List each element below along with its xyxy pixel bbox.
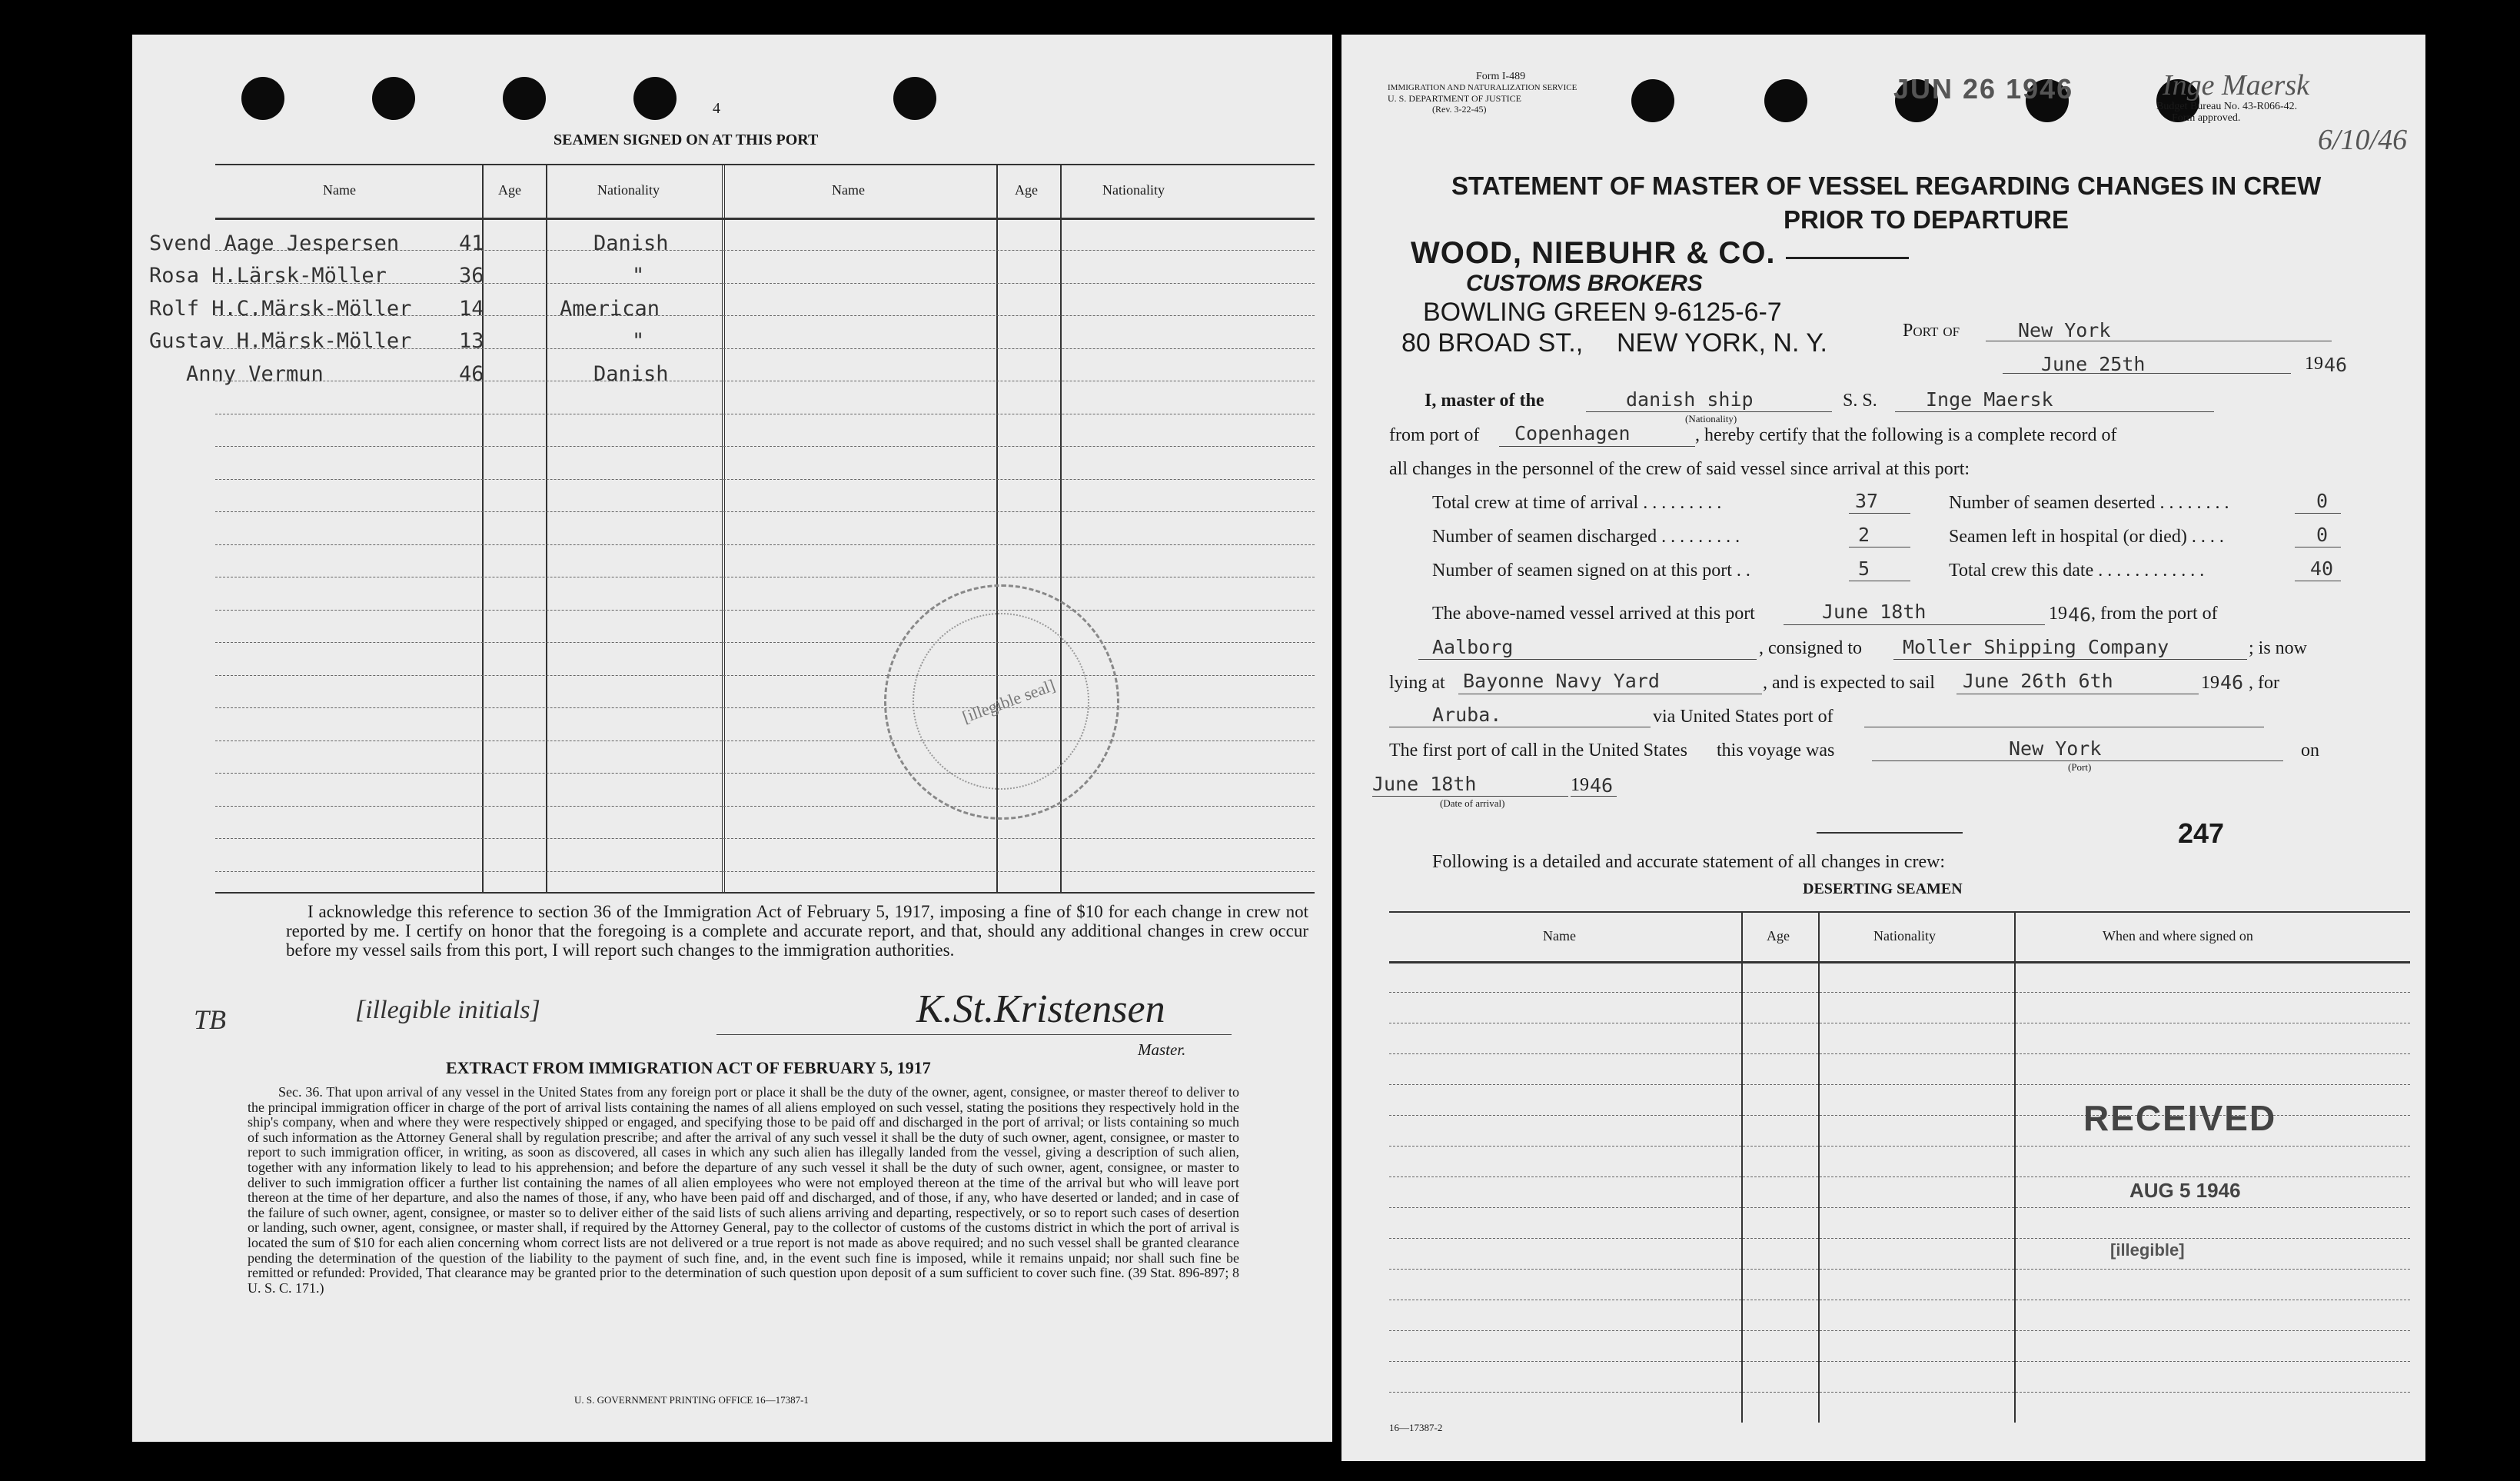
stat-value: 0 xyxy=(2316,490,2329,512)
broker-rule xyxy=(1786,257,1909,259)
row-rule xyxy=(1389,1392,2410,1393)
left-page xyxy=(132,35,1332,1442)
is-now-label: ; is now xyxy=(2249,638,2308,658)
table-top-rule xyxy=(215,164,1315,165)
row-name: Rosa H.Lärsk-Möller xyxy=(149,264,387,288)
first-port-value: New York xyxy=(2009,737,2102,760)
row-name: Anny Vermun xyxy=(186,362,324,386)
punch-hole xyxy=(241,77,284,120)
row-age: 13 xyxy=(459,329,484,353)
row-age: 14 xyxy=(459,297,484,321)
row-rule xyxy=(1389,1238,2410,1239)
sail-year-prefix: 19 xyxy=(2201,673,2219,693)
separator-rule xyxy=(1817,832,1963,834)
port-value: New York xyxy=(2018,319,2111,341)
stat-label: Seamen left in hospital (or died) . . . . xyxy=(1949,527,2224,547)
row-name: Gustav H.Märsk-Möller xyxy=(149,329,412,353)
col-divider xyxy=(1818,911,1820,1423)
table-bottom-rule xyxy=(215,892,1315,894)
seal-text: [illegible seal] xyxy=(959,675,1058,727)
row-rule xyxy=(215,511,1315,512)
row-rule xyxy=(215,707,1315,708)
first-year: 46 xyxy=(1590,774,1614,797)
row-rule xyxy=(215,544,1315,545)
signature-line xyxy=(716,1034,1232,1035)
broker-type: CUSTOMS BROKERS xyxy=(1466,271,1703,296)
date-arrival-caption: (Date of arrival) xyxy=(1440,797,1505,809)
revision: (Rev. 3-22-45) xyxy=(1432,104,1487,115)
row-rule xyxy=(215,806,1315,807)
page-number: 4 xyxy=(713,100,720,117)
row-nationality: American xyxy=(560,297,660,321)
printer-line: U. S. GOVERNMENT PRINTING OFFICE 16—17387-1 xyxy=(574,1394,809,1406)
master-of-label: I, master of the xyxy=(1425,391,1544,411)
certify-text: , hereby certify that the following is a complete record of xyxy=(1695,425,2117,445)
arrived-underline xyxy=(1784,624,2045,625)
ship-name: Inge Maersk xyxy=(1926,388,2053,411)
deserting-table-top xyxy=(1389,911,2410,913)
row-rule xyxy=(215,773,1315,774)
seamen-signed-title: SEAMEN SIGNED ON AT THIS PORT xyxy=(554,131,819,148)
punch-hole xyxy=(503,77,546,120)
first-year-underline xyxy=(1571,796,1617,797)
broker-phone: BOWLING GREEN 9-6125-6-7 xyxy=(1423,298,1782,327)
following-text: Following is a detailed and accurate statement of all changes in crew: xyxy=(1432,852,1946,872)
stat-label: Number of seamen deserted . . . . . . . . xyxy=(1949,493,2229,513)
port-caption: (Port) xyxy=(2068,761,2092,773)
row-nationality: " xyxy=(632,329,645,353)
stat-underline xyxy=(1849,513,1910,514)
nationality-caption: (Nationality) xyxy=(1685,413,1737,424)
row-rule xyxy=(1389,1146,2410,1147)
row-age: 36 xyxy=(459,264,484,288)
master-signature: K.St.Kristensen xyxy=(916,987,1165,1031)
col-divider xyxy=(546,164,547,892)
row-name: Rolf H.C.Märsk-Möller xyxy=(149,297,412,321)
from-port-of-label: , from the port of xyxy=(2091,604,2218,624)
col-divider-center xyxy=(722,164,725,892)
stat-label: Number of seamen discharged . . . . . . . . . xyxy=(1432,527,1740,547)
col-header-name: Name xyxy=(1543,928,1576,944)
row-rule xyxy=(215,871,1315,872)
row-rule xyxy=(215,740,1315,741)
changes-text: all changes in the personnel of the crew of said vessel since arrival at this port: xyxy=(1389,459,1970,479)
col-header-nationality: Nationality xyxy=(597,182,660,198)
col-header-age: Age xyxy=(1767,928,1790,944)
stat-value: 0 xyxy=(2316,524,2329,546)
agency-line1: IMMIGRATION AND NATURALIZATION SERVICE xyxy=(1388,83,1577,92)
lying-at-value: Bayonne Navy Yard xyxy=(1463,670,1660,692)
broker-street: 80 BROAD ST., xyxy=(1401,328,1584,358)
ss-label: S. S. xyxy=(1843,391,1877,411)
date-year: 46 xyxy=(2324,354,2348,376)
row-rule xyxy=(1389,1269,2410,1270)
first-date: June 18th xyxy=(1372,773,1477,795)
col-header-nationality: Nationality xyxy=(1102,182,1165,198)
row-rule xyxy=(1389,1361,2410,1362)
col-header-name: Name xyxy=(323,182,356,198)
sail-date: June 26th 6th xyxy=(1963,670,2113,692)
col-header-signed-on: When and where signed on xyxy=(2103,928,2253,944)
arrived-date: June 18th xyxy=(1822,601,1927,623)
stat-label: Total crew this date . . . . . . . . . . . . xyxy=(1949,561,2205,581)
punch-hole xyxy=(1631,79,1674,122)
row-rule xyxy=(215,642,1315,643)
right-page xyxy=(1341,35,2425,1461)
row-nationality: " xyxy=(632,264,645,288)
nationality-underline xyxy=(1586,411,1832,412)
first-year-prefix: 19 xyxy=(1571,775,1589,795)
stat-value: 40 xyxy=(2310,557,2334,580)
broker-name: WOOD, NIEBUHR & CO. xyxy=(1411,236,1776,270)
budget-bureau-number: Budget Bureau No. 43-R066-42. xyxy=(2156,101,2298,112)
col-header-name: Name xyxy=(832,182,865,198)
stat-value: 5 xyxy=(1858,557,1870,580)
row-age: 46 xyxy=(459,362,484,386)
row-rule xyxy=(215,446,1315,447)
signature-role: Master. xyxy=(1138,1040,1186,1059)
from-port-value: Copenhagen xyxy=(1514,422,1631,444)
row-rule xyxy=(1389,1176,2410,1177)
ship-underline xyxy=(1895,411,2214,412)
file-number: 247 xyxy=(2178,817,2225,849)
sail-year: 46 xyxy=(2220,671,2244,694)
row-rule xyxy=(215,479,1315,480)
agency-line2: U. S. DEPARTMENT OF JUSTICE xyxy=(1388,93,1521,104)
expected-label: , and is expected to sail xyxy=(1763,673,1935,693)
row-name: Svend Aage Jespersen xyxy=(149,231,400,255)
arrived-year-prefix: 19 xyxy=(2049,604,2067,624)
col-header-age: Age xyxy=(1015,182,1038,198)
consignee-underline xyxy=(1893,659,2247,660)
arrived-year: 46 xyxy=(2068,604,2092,626)
extract-body: Sec. 36. That upon arrival of any vessel in the United States from any foreign port or place it shall be the duty of the owner, agent, consignee, or master thereof to deliver to the principal immigration officer in charge of the port of arrival lists containing the names of all aliens employed on such vessel, stating the positions they respectively hold in the ship's company, when and where they were respectively shipped or engaged, and specifying those to be paid off and discharged in the port of arrival; or lists containing so much of such information as the Attorney General shall by regulation prescribe; and after the arrival of any such vessel it shall be the duty of such owner, agent, consignee, or master to report to such immigration officer, in writing, as soon as discovered, all cases in which any such alien has illegally landed from the vessel, giving a description of such alien, together with any information likely to lead to his apprehension; and before the departure of any such vessel it shall be the duty of such owner, agent, consignee, or master to deliver to such immigration officer a further list containing the names of all alien employees who were not employed thereon at the time of the arrival but who will leave port thereon at the time of her departure, and also the names of those, if any, who have been paid off and discharged, and of those, if any, who have deserted or landed; and in case of the failure of such owner, agent, consignee, or master so to deliver either of the said lists of such aliens arriving and departing, respectively, or so to report such cases of desertion or landing, such owner, agent, consignee, or master shall, if required by the Attorney General, pay to the collector of customs of the customs district in which the port of arrival is located the sum of $10 for each alien concerning whom correct lists are not delivered or a true report is not made as above required; and no such vessel shall be granted clearance pending the determination of the question of the liability to the payment of such fine, and, in the event such fine is imposed, while it remains unpaid; nor shall such fine be remitted or refunded: Provided, That clearance may be granted prior to the determination of such question upon deposit of a sum sufficient to cover such fine. (39 Stat. 896-897; 8 U. S. C. 171.) xyxy=(248,1084,1239,1296)
port-label: Port of xyxy=(1903,321,1960,341)
stat-value: 2 xyxy=(1858,524,1870,546)
via-label: via United States port of xyxy=(1653,707,1833,727)
col-header-age: Age xyxy=(498,182,521,198)
deserting-title: DESERTING SEAMEN xyxy=(1803,880,1963,897)
corner-handwriting: Inge Maersk xyxy=(2163,69,2309,102)
row-rule xyxy=(1389,1330,2410,1331)
form-approved: Form approved. xyxy=(2172,112,2241,124)
col-header-nationality: Nationality xyxy=(1873,928,1936,944)
date-value: June 25th xyxy=(2041,353,2146,375)
destination: Aruba. xyxy=(1432,704,1502,726)
arrived-from-underline xyxy=(1418,659,1757,660)
col-divider xyxy=(1741,911,1743,1423)
punch-hole xyxy=(893,77,936,120)
first-port-label: The first port of call in the United States xyxy=(1389,740,1687,760)
seal-stamp xyxy=(884,584,1119,820)
received-office: [illegible] xyxy=(2110,1240,2185,1260)
acknowledgement-text: I acknowledge this reference to section 36 of the Immigration Act of February 5, 1917, imposing a fine of $10 for each change in crew not reported by me. I certify on honor that the foregoing is a complete and accurate report, and that, should any additional changes in crew occur before my vessel sails from this port, I will report such changes to the immigration authorities. xyxy=(286,902,1308,960)
stat-value: 37 xyxy=(1855,490,1879,512)
row-nationality: Danish xyxy=(593,231,669,255)
date-received-stamp: JUN 26 1946 xyxy=(1893,73,2074,105)
row-rule xyxy=(1389,1084,2410,1085)
consigned-label: , consigned to xyxy=(1759,638,1862,658)
from-port-label: from port of xyxy=(1389,425,1480,445)
col-divider xyxy=(2014,911,2016,1423)
nationality-value: danish ship xyxy=(1626,388,1754,411)
punch-hole xyxy=(633,77,677,120)
row-rule xyxy=(1389,1053,2410,1054)
first-date-underline xyxy=(1372,796,1568,797)
for-label: , for xyxy=(2249,673,2279,693)
arrived-from: Aalborg xyxy=(1432,636,1514,658)
form-subtitle: PRIOR TO DEPARTURE xyxy=(1784,205,2069,234)
punch-hole xyxy=(372,77,415,120)
row-rule xyxy=(215,675,1315,676)
consignee: Moller Shipping Company xyxy=(1903,636,2169,658)
row-nationality: Danish xyxy=(593,362,669,386)
form-title: STATEMENT OF MASTER OF VESSEL REGARDING CHANGES IN CREW xyxy=(1451,171,2322,200)
stat-label: Number of seamen signed on at this port . . xyxy=(1432,561,1750,581)
row-rule xyxy=(1389,1207,2410,1208)
received-stamp: RECEIVED xyxy=(2083,1098,2277,1138)
from-port-underline xyxy=(1499,446,1695,447)
corner-date: 6/10/46 xyxy=(2318,124,2408,156)
margin-initials: [illegible initials] xyxy=(355,996,540,1024)
this-voyage-label: this voyage was xyxy=(1717,740,1835,760)
date-year-prefix: 19 xyxy=(2305,354,2323,374)
printer-line: 16—17387-2 xyxy=(1389,1422,1443,1433)
broker-city: NEW YORK, N. Y. xyxy=(1617,328,1827,358)
received-date: AUG 5 1946 xyxy=(2129,1179,2241,1202)
table-header-rule xyxy=(215,218,1315,220)
row-rule xyxy=(1389,992,2410,993)
row-rule xyxy=(215,610,1315,611)
deserting-header-rule xyxy=(1389,961,2410,963)
on-label: on xyxy=(2301,740,2319,760)
lying-at-label: lying at xyxy=(1389,673,1445,693)
row-rule xyxy=(215,838,1315,839)
extract-title: EXTRACT FROM IMMIGRATION ACT OF FEBRUARY 5, 1917 xyxy=(446,1058,931,1077)
margin-marks: TB xyxy=(194,1004,227,1035)
stat-label: Total crew at time of arrival . . . . . . . . . xyxy=(1432,493,1722,513)
punch-hole xyxy=(1764,79,1807,122)
row-age: 41 xyxy=(459,231,484,255)
arrived-label: The above-named vessel arrived at this port xyxy=(1432,604,1755,624)
form-number: Form I-489 xyxy=(1476,71,1526,82)
stat-underline xyxy=(2295,513,2341,514)
